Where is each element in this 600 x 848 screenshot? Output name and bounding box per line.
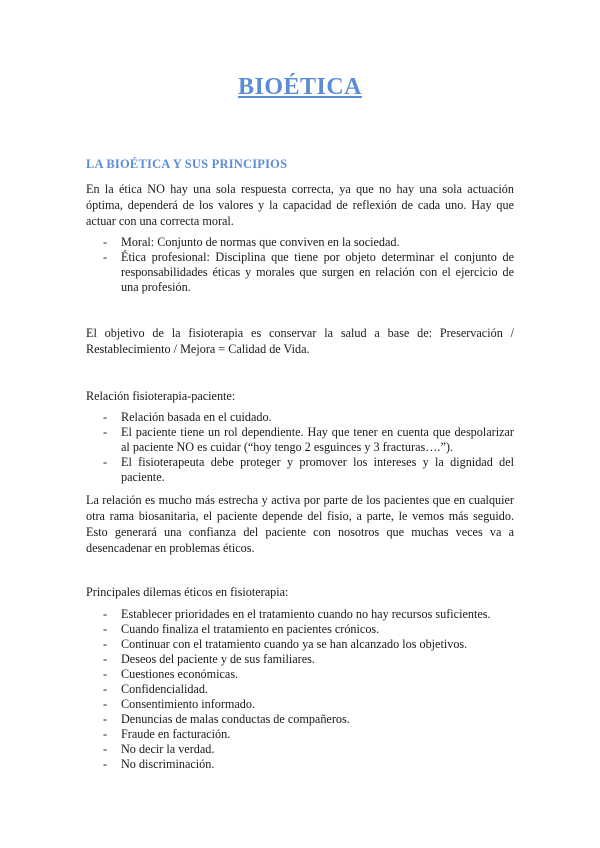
bullet-dash: - [103, 607, 108, 621]
list-item [86, 682, 514, 697]
section-heading: LA BIOÉTICA Y SUS PRINCIPIOS [86, 157, 288, 171]
list-item [86, 742, 514, 757]
list-item [86, 697, 514, 712]
bullet-dash: - [103, 622, 108, 636]
list-item [86, 667, 514, 682]
list-item [86, 727, 514, 742]
dilemma-item: Confidencialidad. [121, 682, 208, 696]
bullet-dash: - [103, 727, 108, 741]
dilemma-item: Establecer prioridades en el tratamiento cuando no hay recursos suficientes. [121, 607, 491, 621]
definitions-list [86, 235, 514, 295]
bullet-dash: - [103, 425, 108, 439]
list-item [86, 637, 514, 652]
dilemma-item: Deseos del paciente y de sus familiares. [121, 652, 315, 666]
relation-label: Relación fisioterapia-paciente: [86, 389, 236, 403]
dilemma-item: Consentimiento informado. [121, 697, 256, 711]
bullet-dash: - [103, 250, 108, 264]
definition-etica-profesional: Ética profesional: Disciplina que tiene por objeto determinar el conjunto de responsabilidades éticas y morales que surgen en relación con el ejercicio de una profesión. [121, 250, 514, 294]
relation-list [86, 410, 514, 485]
bullet-dash: - [103, 682, 108, 696]
relation-item: El paciente tiene un rol dependiente. Hay que tener en cuenta que despolarizar al paciente NO es cuidar (“hoy tengo 2 esguinces y 3 fracturas….”). [121, 425, 514, 454]
list-item [86, 757, 514, 772]
document-title: BIOÉTICA [237, 74, 363, 100]
bullet-dash: - [103, 652, 108, 666]
dilemma-item: Denuncias de malas conductas de compañeros. [121, 712, 350, 726]
relation-item: Relación basada en el cuidado. [121, 410, 272, 424]
bullet-dash: - [103, 697, 108, 711]
relation-paragraph: La relación es mucho más estrecha y activa por parte de los pacientes que en cualquier otra rama biosanitaria, el paciente depende del fisio, a parte, le vemos más seguido. Esto generará una confianza del paciente con nosotros que muchas veces va a desencadenar en problemas éticos. [86, 493, 514, 555]
dilemma-item: No decir la verdad. [121, 742, 215, 756]
dilemmas-list [86, 607, 514, 772]
list-item [86, 652, 514, 667]
dilemma-item: No discriminación. [121, 757, 215, 771]
list-item [86, 250, 514, 295]
bullet-dash: - [103, 455, 108, 469]
dilemma-item: Cuando finaliza el tratamiento en pacientes crónicos. [121, 622, 380, 636]
relation-item: El fisioterapeuta debe proteger y promover los intereses y la dignidad del paciente. [121, 455, 514, 484]
list-item [86, 425, 514, 455]
list-item [86, 712, 514, 727]
dilemma-item: Continuar con el tratamiento cuando ya se han alcanzado los objetivos. [121, 637, 468, 651]
bullet-dash: - [103, 667, 108, 681]
bullet-dash: - [103, 637, 108, 651]
list-item [86, 455, 514, 485]
bullet-dash: - [103, 712, 108, 726]
objective-paragraph: El objetivo de la fisioterapia es conservar la salud a base de: Preservación / Restablecimiento / Mejora = Calidad de Vida. [86, 326, 514, 356]
list-item [86, 622, 514, 637]
list-item [86, 410, 514, 425]
bullet-dash: - [103, 410, 108, 424]
dilemmas-label: Principales dilemas éticos en fisioterapia: [86, 585, 289, 599]
bullet-dash: - [103, 757, 108, 771]
definition-moral: Moral: Conjunto de normas que conviven en la sociedad. [121, 235, 400, 249]
list-item [86, 607, 514, 622]
bullet-dash: - [103, 235, 108, 249]
bullet-dash: - [103, 742, 108, 756]
list-item [86, 235, 514, 250]
dilemma-item: Fraude en facturación. [121, 727, 231, 741]
dilemma-item: Cuestiones económicas. [121, 667, 239, 681]
intro-paragraph: En la ética NO hay una sola respuesta correcta, ya que no hay una sola actuación óptima, dependerá de los valores y la capacidad de reflexión de cada uno. Hay que actuar con una correcta moral. [86, 182, 514, 228]
